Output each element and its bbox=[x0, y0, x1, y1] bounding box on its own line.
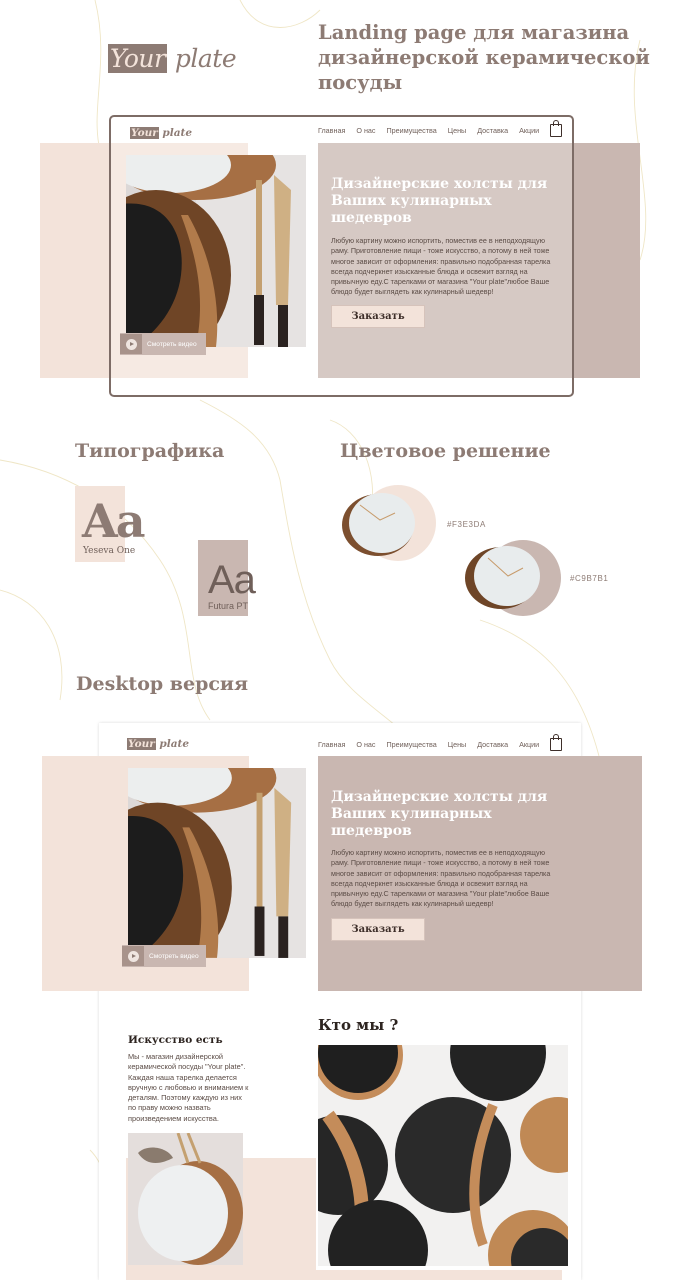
brand-logo: Your plate bbox=[110, 44, 237, 73]
art-section-title: Искусство есть bbox=[128, 1034, 223, 1046]
art-plate-photo bbox=[128, 1133, 243, 1265]
font2-label: Futura PT bbox=[208, 601, 249, 611]
desktop-play-icon bbox=[122, 946, 144, 966]
page-headline: Landing page для магазина дизайнерской керамической посуды bbox=[318, 21, 650, 94]
color-swatch-1 bbox=[340, 485, 440, 565]
desktop-nav-link-about[interactable]: О нас bbox=[356, 740, 376, 749]
desktop-hero-description: Любую картину можно испортить, поместив ее в неподходящую раму. Приготовление пищи - тоже искусство, а потому в ней тоже многое зависит от оформления: правильно подобранная тарелка всегда подчеркнет изысканные блюда и освежит взгляд на привычную еду.С тарелками от магазина "Your plate"любое Ваше блюдо будет выглядеть как кулинарный шедевр! bbox=[331, 848, 551, 909]
desktop-watch-video-label: Смотреть видео bbox=[149, 952, 199, 960]
who-we-are-title: Кто мы ? bbox=[318, 1016, 399, 1034]
desktop-hero-plate-photo bbox=[128, 768, 306, 958]
order-button[interactable]: Заказать bbox=[331, 305, 425, 328]
hero-description: Любую картину можно испортить, поместив ее в неподходящую раму. Приготовление пищи - тоже искусство, а потому в ней тоже многое зависит от оформления: правильно подобранная тарелка всегда подчеркнет изысканные блюда и освежит взгляд на привычную еду.С тарелками от магазина "Your plate"любое Ваше блюдо будет выглядеть как кулинарный шедевр! bbox=[331, 236, 551, 297]
typography-title: Типографика bbox=[75, 440, 225, 462]
desktop-top-nav bbox=[318, 738, 562, 751]
font1-label: Yeseva One bbox=[83, 546, 136, 556]
desktop-cart-bag-icon[interactable] bbox=[550, 738, 562, 751]
nav-link-advantages[interactable]: Преимущества bbox=[386, 126, 437, 135]
cart-bag-icon[interactable] bbox=[550, 124, 562, 137]
desktop-nav-link-home[interactable]: Главная bbox=[318, 740, 346, 749]
color-hex-1: #F3E3DA bbox=[447, 520, 486, 529]
bottom-pink-strip bbox=[126, 1270, 562, 1280]
nav-logo[interactable]: Your plate bbox=[131, 127, 193, 139]
desktop-order-button[interactable]: Заказать bbox=[331, 918, 425, 941]
font1-sample: Aa bbox=[82, 494, 144, 548]
colors-title: Цветовое решение bbox=[340, 440, 551, 462]
desktop-nav-link-prices[interactable]: Цены bbox=[447, 740, 467, 749]
nav-link-home[interactable]: Главная bbox=[318, 126, 346, 135]
hero-plate-photo bbox=[126, 155, 306, 347]
nav-link-delivery[interactable]: Доставка bbox=[477, 126, 509, 135]
desktop-nav-link-sales[interactable]: Акции bbox=[519, 740, 540, 749]
nav-link-sales[interactable]: Акции bbox=[519, 126, 540, 135]
desktop-hero-title: Дизайнерские холсты для Ваших кулинарных шедевров bbox=[331, 789, 548, 839]
top-nav bbox=[318, 124, 562, 137]
watch-video-label: Смотреть видео bbox=[147, 340, 197, 348]
nav-link-prices[interactable]: Цены bbox=[447, 126, 467, 135]
desktop-nav-logo[interactable]: Your plate bbox=[128, 738, 190, 750]
desktop-watch-video-button[interactable] bbox=[122, 945, 206, 967]
font2-sample: Aa bbox=[208, 558, 255, 602]
desktop-nav-link-advantages[interactable]: Преимущества bbox=[386, 740, 437, 749]
color-hex-2: #C9B7B1 bbox=[570, 574, 609, 583]
color-swatch-2 bbox=[463, 538, 563, 618]
art-section-text: Мы - магазин дизайнерской керамической посуды "Your plate". Каждая наша тарелка делается вручную с любовью и вниманием к деталям. Поэтому каждую из них по праву можно назвать произведением искусства. bbox=[128, 1052, 249, 1123]
play-icon bbox=[120, 334, 142, 354]
who-plates-photo bbox=[318, 1045, 568, 1266]
desktop-title: Desktop версия bbox=[76, 673, 249, 695]
watch-video-button[interactable] bbox=[120, 333, 206, 355]
hero-title: Дизайнерские холсты для Ваших кулинарных шедевров bbox=[331, 176, 548, 226]
desktop-nav-link-delivery[interactable]: Доставка bbox=[477, 740, 509, 749]
nav-link-about[interactable]: О нас bbox=[356, 126, 376, 135]
